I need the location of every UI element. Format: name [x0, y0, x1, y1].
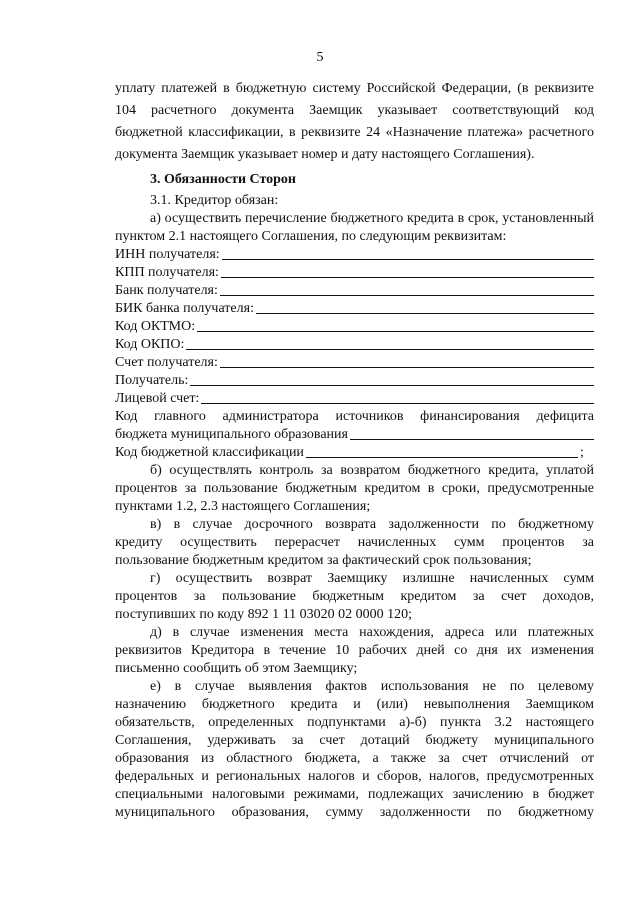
item-e-line-4: Соглашения, удерживать за счет дотаций бюджету муниципального	[115, 733, 594, 748]
fill-in-line	[201, 403, 594, 404]
creditor-obligations-heading: 3.1. Кредитор обязан:	[150, 193, 279, 208]
requisite-label: КПП получателя:	[115, 265, 219, 280]
item-a-line-1: а) осуществить перечисление бюджетного кредита в срок, установленный	[150, 211, 594, 226]
item-v-line-2: кредиту осуществить перерасчет начисленных сумм процентов за	[115, 535, 594, 550]
requisite-label: Код ОКПО:	[115, 337, 185, 352]
requisite-label: Лицевой счет:	[115, 391, 200, 406]
item-b-line-2: процентов за пользование бюджетным кредитом в сроки, предусмотренные	[115, 481, 594, 496]
requisite-label: ИНН получателя:	[115, 247, 220, 262]
intro-line-3: бюджетной классификации, в реквизите 24 «Назначение платежа» расчетного	[115, 125, 594, 140]
requisite-account	[115, 354, 594, 372]
fill-in-line	[186, 349, 594, 350]
item-e-line-5: образования из областного бюджета, а также за счет отчислений от	[115, 751, 594, 766]
item-a-line-2: пунктом 2.1 настоящего Соглашения, по следующим реквизитам:	[115, 229, 507, 244]
item-v-line-3: пользование бюджетным кредитом за фактический срок пользования;	[115, 553, 532, 568]
item-d-line-3: письменно сообщить об этом Заемщику;	[115, 661, 358, 676]
fill-in-line	[190, 385, 594, 386]
budget-code-label: Код бюджетной классификации	[115, 445, 304, 460]
requisite-okpo	[115, 336, 594, 354]
item-b-line-3: пунктами 1.2, 2.3 настоящего Соглашения;	[115, 499, 371, 514]
budget-classification-code	[115, 444, 594, 462]
intro-line-4: документа Заемщик указывает номер и дату настоящего Соглашения).	[115, 147, 535, 162]
fill-in-line	[350, 439, 594, 440]
item-b-line-1: б) осуществлять контроль за возвратом бюджетного кредита, уплатой	[150, 463, 594, 478]
requisite-personal-account	[115, 390, 594, 408]
requisite-recipient	[115, 372, 594, 390]
intro-line-2: 104 расчетного документа Заемщик указывает соответствующий код	[115, 103, 594, 118]
admin-code-label: бюджета муниципального образования	[115, 427, 348, 442]
fill-in-line	[221, 277, 594, 278]
requisite-bank	[115, 282, 594, 300]
requisite-label: Банк получателя:	[115, 283, 218, 298]
admin-code-line-2	[115, 426, 594, 444]
requisite-inn	[115, 246, 594, 264]
requisite-label: Код ОКТМО:	[115, 319, 196, 334]
requisite-bik	[115, 300, 594, 318]
item-d-line-1: д) в случае изменения места нахождения, адреса или платежных	[150, 625, 594, 640]
fill-in-line	[197, 331, 594, 332]
requisite-label: Счет получателя:	[115, 355, 218, 370]
section-heading: 3. Обязанности Сторон	[150, 172, 297, 187]
fill-in-line	[306, 457, 578, 458]
item-g-line-3: поступивших по коду 892 1 11 03020 02 0000 120;	[115, 607, 413, 622]
requisite-oktmo	[115, 318, 594, 336]
item-e-line-8: муниципального образования, сумму задолженности по бюджетному	[115, 805, 594, 820]
fill-in-line	[220, 295, 594, 296]
fill-in-line	[220, 367, 594, 368]
fill-in-line	[256, 313, 594, 314]
requisite-label: БИК банка получателя:	[115, 301, 254, 316]
admin-code-line-1: Код главного администратора источников финансирования дефицита	[115, 409, 594, 424]
item-d-line-2: реквизитов Кредитора в течение 10 рабочих дней со дня их изменения	[115, 643, 594, 658]
item-e-line-3: обязательств, определенных подпунктами а)-б) пункта 3.2 настоящего	[115, 715, 594, 730]
item-v-line-1: в) в случае досрочного возврата задолженности по бюджетному	[150, 517, 594, 532]
intro-line-1: уплату платежей в бюджетную систему Российской Федерации, (в реквизите	[115, 81, 594, 96]
budget-code-end: ;	[579, 445, 584, 460]
fill-in-line	[222, 259, 594, 260]
item-e-line-6: федеральных и региональных налогов и сборов, налогов, предусмотренных	[115, 769, 594, 784]
requisite-label: Получатель:	[115, 373, 189, 388]
page-number: 5	[316, 50, 324, 65]
item-e-line-7: специальными налоговыми режимами, подлежащих зачислению в бюджет	[115, 787, 594, 802]
item-g-line-1: г) осуществить возврат Заемщику излишне начисленных сумм	[150, 571, 594, 586]
item-e-line-2: назначению бюджетного кредита и (или) невыполнения Заемщиком	[115, 697, 594, 712]
item-e-line-1: е) в случае выявления фактов использования не по целевому	[150, 679, 594, 694]
requisite-kpp	[115, 264, 594, 282]
item-g-line-2: процентов за пользование бюджетным кредитом за счет доходов,	[115, 589, 594, 604]
